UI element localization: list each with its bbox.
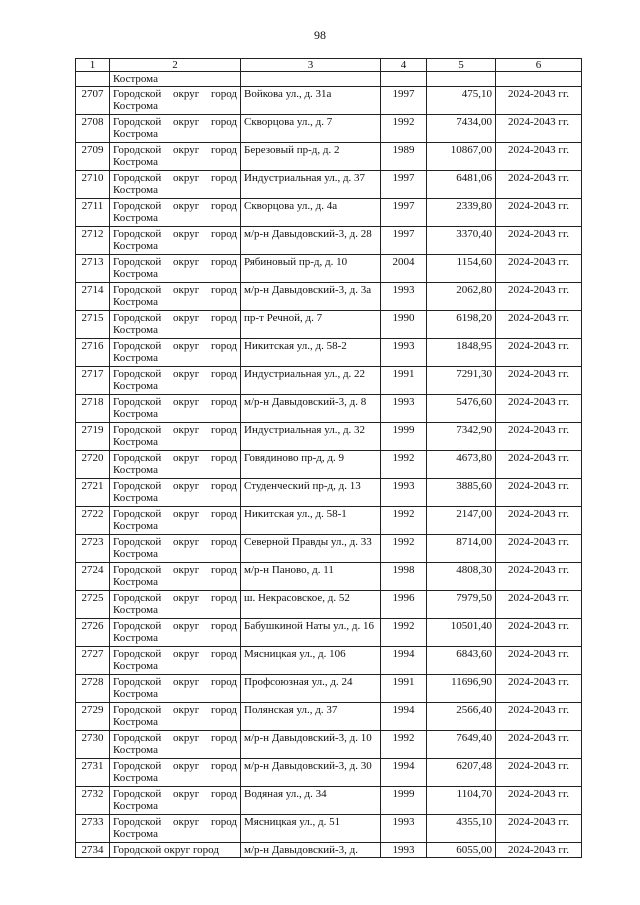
repair-period: 2024-2043 гг. — [496, 731, 582, 759]
municipality-line1: Городской округ город — [113, 424, 237, 436]
municipality-line1: Городской округ город — [113, 312, 237, 324]
repair-period: 2024-2043 гг. — [496, 591, 582, 619]
municipality-line2: Кострома — [113, 464, 158, 476]
municipality-line2: Кострома — [113, 688, 158, 700]
address: Индустриальная ул., д. 22 — [244, 368, 366, 380]
construction-year: 1993 — [381, 479, 427, 507]
municipality-line1: Городской округ город — [113, 620, 237, 632]
address-cell — [241, 731, 381, 759]
municipality-cell — [110, 199, 241, 227]
address: м/р-н Давыдовский-3, д. 30 — [244, 760, 372, 772]
column-header: 2 — [110, 59, 241, 72]
municipality-line1: Городской округ город — [113, 816, 237, 828]
area-value: 10501,40 — [427, 619, 496, 647]
municipality-cell — [110, 143, 241, 171]
municipality-line1: Городской округ город — [113, 536, 237, 548]
table-row-partial — [76, 843, 582, 858]
area-value: 7434,00 — [427, 115, 496, 143]
municipality-cell — [110, 283, 241, 311]
table-row — [76, 367, 582, 395]
address: Водяная ул., д. 34 — [244, 788, 327, 800]
area-value: 3370,40 — [427, 227, 496, 255]
address: Войкова ул., д. 31а — [244, 88, 332, 100]
record-number: 2717 — [76, 367, 110, 395]
continuation-row — [76, 72, 582, 87]
municipality-cell — [110, 87, 241, 115]
area-value: 2147,00 — [427, 507, 496, 535]
repair-period: 2024-2043 гг. — [496, 143, 582, 171]
address: Индустриальная ул., д. 37 — [244, 172, 366, 184]
municipality-line1: Городской округ город — [113, 228, 237, 240]
column-number-row — [76, 59, 582, 72]
repair-period: 2024-2043 гг. — [496, 115, 582, 143]
municipality-cell — [110, 703, 241, 731]
address: Никитская ул., д. 58-2 — [244, 340, 347, 352]
table-row — [76, 703, 582, 731]
address: Скворцова ул., д. 7 — [244, 116, 333, 128]
construction-year: 1998 — [381, 563, 427, 591]
area-value: 4355,10 — [427, 815, 496, 843]
record-number: 2732 — [76, 787, 110, 815]
address: м/р-н Давыдовский-3, д. 8 — [244, 396, 367, 408]
record-number: 2708 — [76, 115, 110, 143]
address: пр-т Речной, д. 7 — [244, 312, 323, 324]
address: Никитская ул., д. 58-1 — [244, 508, 347, 520]
table-row — [76, 619, 582, 647]
municipality-line2: Кострома — [113, 716, 158, 728]
area-value: 4673,80 — [427, 451, 496, 479]
housing-registry-table — [75, 58, 582, 858]
area-value: 6843,60 — [427, 647, 496, 675]
area-value: 7291,30 — [427, 367, 496, 395]
repair-period: 2024-2043 гг. — [496, 255, 582, 283]
address-cell — [241, 115, 381, 143]
municipality-cell — [110, 171, 241, 199]
municipality-line1: Городской округ город — [113, 704, 237, 716]
address-cell — [241, 563, 381, 591]
municipality-line1: Городской округ город — [113, 508, 237, 520]
municipality-line2: Кострома — [113, 352, 158, 364]
municipality-line1: Городской округ город — [113, 732, 237, 744]
construction-year: 1992 — [381, 535, 427, 563]
municipality-line1: Городской округ город — [113, 368, 237, 380]
municipality-line2: Кострома — [113, 744, 158, 756]
record-number: 2725 — [76, 591, 110, 619]
construction-year: 1999 — [381, 787, 427, 815]
page-number: 98 — [314, 28, 326, 42]
area-value: 3885,60 — [427, 479, 496, 507]
construction-year: 1997 — [381, 171, 427, 199]
municipality-line1: Городской округ город — [113, 564, 237, 576]
municipality-cell — [110, 731, 241, 759]
area-value: 5476,60 — [427, 395, 496, 423]
record-number: 2707 — [76, 87, 110, 115]
address-cell — [241, 451, 381, 479]
address: Бабушкиной Наты ул., д. 16 — [244, 620, 374, 632]
construction-year: 1996 — [381, 591, 427, 619]
repair-period: 2024-2043 гг. — [496, 451, 582, 479]
address-cell — [241, 311, 381, 339]
record-number: 2726 — [76, 619, 110, 647]
table-row — [76, 283, 582, 311]
table-row — [76, 255, 582, 283]
repair-period: 2024-2043 гг. — [496, 787, 582, 815]
municipality-cell — [110, 535, 241, 563]
repair-period: 2024-2043 гг. — [496, 339, 582, 367]
address-cell — [241, 423, 381, 451]
record-number: 2719 — [76, 423, 110, 451]
table-row — [76, 339, 582, 367]
municipality-cell — [110, 479, 241, 507]
address: м/р-н Паново, д. 11 — [244, 564, 334, 576]
municipality-cell — [110, 675, 241, 703]
table-row — [76, 535, 582, 563]
municipality-cell — [110, 367, 241, 395]
repair-period: 2024-2043 гг. — [496, 843, 582, 858]
record-number: 2718 — [76, 395, 110, 423]
address-cell — [241, 703, 381, 731]
address-cell — [241, 787, 381, 815]
repair-period: 2024-2043 гг. — [496, 199, 582, 227]
municipality-line1: Городской округ город — [113, 144, 237, 156]
area-value: 2566,40 — [427, 703, 496, 731]
municipality-line1: Городской округ город — [113, 480, 237, 492]
repair-period: 2024-2043 гг. — [496, 703, 582, 731]
municipality-line1: Городской округ город — [113, 284, 237, 296]
record-number: 2724 — [76, 563, 110, 591]
address-cell — [241, 171, 381, 199]
construction-year: 1992 — [381, 619, 427, 647]
record-number: 2727 — [76, 647, 110, 675]
repair-period: 2024-2043 гг. — [496, 423, 582, 451]
continuation-text: Кострома — [110, 72, 241, 87]
table-row — [76, 143, 582, 171]
construction-year: 1997 — [381, 199, 427, 227]
table-row — [76, 815, 582, 843]
area-value: 6055,00 — [427, 843, 496, 858]
construction-year: 2004 — [381, 255, 427, 283]
municipality-line2: Кострома — [113, 632, 158, 644]
municipality-line1: Городской округ город — [113, 200, 237, 212]
construction-year: 1999 — [381, 423, 427, 451]
municipality-line1: Городской округ город — [113, 256, 237, 268]
area-value: 6198,20 — [427, 311, 496, 339]
municipality-line1: Городской округ город — [113, 592, 237, 604]
municipality-line2: Кострома — [113, 324, 158, 336]
area-value: 10867,00 — [427, 143, 496, 171]
table-row — [76, 395, 582, 423]
municipality-line2: Кострома — [113, 436, 158, 448]
construction-year: 1993 — [381, 339, 427, 367]
municipality-line2: Кострома — [113, 212, 158, 224]
area-value: 7649,40 — [427, 731, 496, 759]
municipality-line2: Кострома — [113, 492, 158, 504]
column-header: 6 — [496, 59, 582, 72]
municipality-line1: Городской округ город — [113, 172, 237, 184]
address-cell — [241, 759, 381, 787]
repair-period: 2024-2043 гг. — [496, 171, 582, 199]
table-row — [76, 451, 582, 479]
address-cell — [241, 283, 381, 311]
municipality-line2: Кострома — [113, 828, 158, 840]
address-cell — [241, 87, 381, 115]
area-value: 7979,50 — [427, 591, 496, 619]
record-number: 2715 — [76, 311, 110, 339]
municipality-cell — [110, 815, 241, 843]
municipality-line2: Кострома — [113, 800, 158, 812]
address: м/р-н Давыдовский-3, д. 28 — [244, 228, 372, 240]
table-row — [76, 731, 582, 759]
repair-period: 2024-2043 гг. — [496, 283, 582, 311]
address-cell — [241, 367, 381, 395]
address: Мясницкая ул., д. 51 — [244, 816, 341, 828]
repair-period: 2024-2043 гг. — [496, 563, 582, 591]
record-number: 2730 — [76, 731, 110, 759]
table-row — [76, 759, 582, 787]
record-number: 2714 — [76, 283, 110, 311]
municipality-line1: Городской округ город — [113, 116, 237, 128]
construction-year: 1992 — [381, 731, 427, 759]
address-cell — [241, 143, 381, 171]
municipality-line2: Кострома — [113, 772, 158, 784]
municipality-line1: Городской округ город — [113, 788, 237, 800]
area-value: 2062,80 — [427, 283, 496, 311]
municipality-cell: Городской округ город — [110, 843, 241, 858]
repair-period: 2024-2043 гг. — [496, 87, 582, 115]
construction-year: 1989 — [381, 143, 427, 171]
municipality-line1: Городской округ город — [113, 396, 237, 408]
address-cell — [241, 199, 381, 227]
repair-period: 2024-2043 гг. — [496, 759, 582, 787]
column-header: 5 — [427, 59, 496, 72]
address: м/р-н Давыдовский-3, д. 3а — [244, 284, 372, 296]
municipality-line2: Кострома — [113, 660, 158, 672]
municipality-line2: Кострома — [113, 240, 158, 252]
address-cell — [241, 647, 381, 675]
table-row — [76, 311, 582, 339]
repair-period: 2024-2043 гг. — [496, 647, 582, 675]
construction-year: 1997 — [381, 87, 427, 115]
record-number: 2733 — [76, 815, 110, 843]
municipality-cell — [110, 647, 241, 675]
table-row — [76, 171, 582, 199]
municipality-cell — [110, 227, 241, 255]
area-value: 1154,60 — [427, 255, 496, 283]
address-cell — [241, 255, 381, 283]
municipality-cell — [110, 787, 241, 815]
municipality-line2: Кострома — [113, 576, 158, 588]
table-row — [76, 87, 582, 115]
municipality-line2: Кострома — [113, 380, 158, 392]
repair-period: 2024-2043 гг. — [496, 367, 582, 395]
construction-year: 1993 — [381, 283, 427, 311]
address-cell — [241, 339, 381, 367]
municipality-line2: Кострома — [113, 156, 158, 168]
table-row — [76, 423, 582, 451]
municipality-line2: Кострома — [113, 128, 158, 140]
construction-year: 1993 — [381, 815, 427, 843]
municipality-cell — [110, 255, 241, 283]
column-header: 4 — [381, 59, 427, 72]
municipality-cell — [110, 591, 241, 619]
address-cell — [241, 227, 381, 255]
record-number: 2729 — [76, 703, 110, 731]
table-row — [76, 227, 582, 255]
address: Полянская ул., д. 37 — [244, 704, 338, 716]
municipality-cell — [110, 395, 241, 423]
area-value: 475,10 — [427, 87, 496, 115]
record-number: 2709 — [76, 143, 110, 171]
record-number: 2723 — [76, 535, 110, 563]
construction-year: 1993 — [381, 843, 427, 858]
area-value: 1104,70 — [427, 787, 496, 815]
repair-period: 2024-2043 гг. — [496, 507, 582, 535]
area-value: 2339,80 — [427, 199, 496, 227]
municipality-line2: Кострома — [113, 604, 158, 616]
municipality-line2: Кострома — [113, 408, 158, 420]
area-value: 1848,95 — [427, 339, 496, 367]
address: Скворцова ул., д. 4а — [244, 200, 338, 212]
construction-year: 1994 — [381, 759, 427, 787]
table-row — [76, 115, 582, 143]
municipality-cell — [110, 339, 241, 367]
municipality-cell — [110, 451, 241, 479]
area-value: 8714,00 — [427, 535, 496, 563]
area-value: 11696,90 — [427, 675, 496, 703]
construction-year: 1991 — [381, 675, 427, 703]
address: Березовый пр-д, д. 2 — [244, 144, 340, 156]
address: Рябиновый пр-д, д. 10 — [244, 256, 348, 268]
municipality-line2: Кострома — [113, 184, 158, 196]
record-number: 2721 — [76, 479, 110, 507]
municipality-line2: Кострома — [113, 100, 158, 112]
construction-year: 1994 — [381, 647, 427, 675]
repair-period: 2024-2043 гг. — [496, 227, 582, 255]
municipality-line2: Кострома — [113, 548, 158, 560]
construction-year: 1992 — [381, 451, 427, 479]
record-number: 2731 — [76, 759, 110, 787]
table-row — [76, 199, 582, 227]
record-number: 2720 — [76, 451, 110, 479]
address-cell — [241, 591, 381, 619]
table-row — [76, 647, 582, 675]
address-cell — [241, 675, 381, 703]
column-header: 3 — [241, 59, 381, 72]
municipality-cell — [110, 115, 241, 143]
address: м/р-н Давыдовский-3, д. 10 — [244, 732, 372, 744]
record-number: 2722 — [76, 507, 110, 535]
municipality-line1: Городской округ город — [113, 340, 237, 352]
municipality-line1: Городской округ город — [113, 676, 237, 688]
table-row — [76, 479, 582, 507]
repair-period: 2024-2043 гг. — [496, 311, 582, 339]
address: Говядиново пр-д, д. 9 — [244, 452, 344, 464]
construction-year: 1992 — [381, 507, 427, 535]
construction-year: 1992 — [381, 115, 427, 143]
address: Профсоюзная ул., д. 24 — [244, 676, 353, 688]
municipality-cell — [110, 563, 241, 591]
repair-period: 2024-2043 гг. — [496, 815, 582, 843]
area-value: 6207,48 — [427, 759, 496, 787]
address: Индустриальная ул., д. 32 — [244, 424, 366, 436]
record-number: 2712 — [76, 227, 110, 255]
address-cell: м/р-н Давыдовский-3, д. — [241, 843, 381, 858]
record-number: 2710 — [76, 171, 110, 199]
construction-year: 1991 — [381, 367, 427, 395]
municipality-cell — [110, 619, 241, 647]
table-row — [76, 675, 582, 703]
repair-period: 2024-2043 гг. — [496, 479, 582, 507]
address: ш. Некрасовское, д. 52 — [244, 592, 350, 604]
repair-period: 2024-2043 гг. — [496, 675, 582, 703]
construction-year: 1994 — [381, 703, 427, 731]
municipality-line2: Кострома — [113, 520, 158, 532]
record-number: 2711 — [76, 199, 110, 227]
address-cell — [241, 507, 381, 535]
area-value: 4808,30 — [427, 563, 496, 591]
area-value: 7342,90 — [427, 423, 496, 451]
record-number: 2734 — [76, 843, 110, 858]
municipality-cell — [110, 423, 241, 451]
municipality-line1: Городской округ город — [113, 760, 237, 772]
table-row — [76, 563, 582, 591]
repair-period: 2024-2043 гг. — [496, 619, 582, 647]
municipality-cell — [110, 759, 241, 787]
address-cell — [241, 395, 381, 423]
repair-period: 2024-2043 гг. — [496, 535, 582, 563]
address: Студенческий пр-д, д. 13 — [244, 480, 361, 492]
record-number: 2728 — [76, 675, 110, 703]
municipality-line1: Городской округ город — [113, 88, 237, 100]
record-number: 2716 — [76, 339, 110, 367]
construction-year: 1993 — [381, 395, 427, 423]
repair-period: 2024-2043 гг. — [496, 395, 582, 423]
address-cell — [241, 619, 381, 647]
address-cell — [241, 479, 381, 507]
address-cell — [241, 535, 381, 563]
municipality-cell — [110, 507, 241, 535]
construction-year: 1997 — [381, 227, 427, 255]
municipality-line1: Городской округ город — [113, 452, 237, 464]
table-row — [76, 591, 582, 619]
table-row — [76, 507, 582, 535]
record-number: 2713 — [76, 255, 110, 283]
address: Северной Правды ул., д. 33 — [244, 536, 372, 548]
area-value: 6481,06 — [427, 171, 496, 199]
address: Мясницкая ул., д. 106 — [244, 648, 346, 660]
municipality-line2: Кострома — [113, 296, 158, 308]
municipality-line1: Городской округ город — [113, 648, 237, 660]
table-row — [76, 787, 582, 815]
column-header: 1 — [76, 59, 110, 72]
municipality-line2: Кострома — [113, 268, 158, 280]
construction-year: 1990 — [381, 311, 427, 339]
municipality-cell — [110, 311, 241, 339]
address-cell — [241, 815, 381, 843]
